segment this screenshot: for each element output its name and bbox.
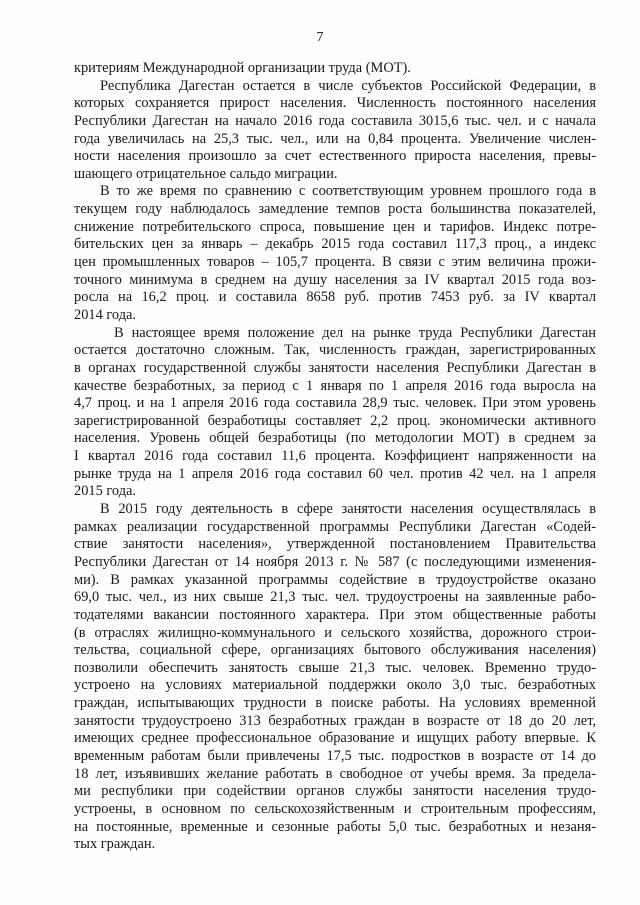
text-line: росла на 16,2 проц. и составила 8658 руб. против 7453 руб. за IV квартал	[74, 289, 596, 306]
text-line: 18 лет, изъявивших желание работать в свободное от учебы время. За предела-	[74, 765, 596, 782]
text-line: Республики Дагестан на начало 2016 года составила 3015,6 тыс. чел. и с начала	[74, 112, 596, 129]
text-line: ствие занятости населения», утвержденной постановлением Правительства	[74, 536, 596, 553]
text-line: в органах государственной службы занятости населения Республики Дагестан в	[74, 359, 596, 376]
text-line: года увеличилась на 25,3 тыс. чел., или на 0,84 процента. Увеличение числен-	[74, 130, 596, 147]
text-line: устроено на условиях материальной поддержки около 3,0 тыс. безработных	[74, 677, 596, 694]
text-line: В 2015 году деятельность в сфере занятости населения осуществлялась в	[100, 501, 596, 518]
text-line: (в отраслях жилищно-коммунального и сельского хозяйства, дорожного строи-	[74, 624, 596, 641]
text-line: ми республики при содействии органов службы занятости населения трудо-	[74, 783, 596, 800]
text-line: качестве безработных, за период с 1 января по 1 апреля 2016 года выросла на	[74, 377, 596, 394]
text-line: Республика Дагестан остается в числе субъектов Российской Федерации, в	[100, 77, 596, 94]
text-line: которых сохраняется прирост населения. Численность постоянного населения	[74, 95, 596, 112]
text-line: В настоящее время положение дел на рынке труда Республики Дагестан	[114, 324, 596, 341]
text-line: тодателями вакансии постоянного характера. При этом общественные работы	[74, 606, 596, 623]
text-line: 4,7 проц. и на 1 апреля 2016 года составила 28,9 тыс. человек. При этом уровень	[74, 395, 596, 412]
text-line: тых граждан.	[74, 836, 156, 853]
text-line: Республики Дагестан от 14 ноября 2013 г. № 587 (с последующими изменения-	[74, 553, 596, 570]
text-line: тельства, социальной сфере, организациях бытового обслуживания населения)	[74, 642, 596, 659]
text-line: ми). В рамках указанной программы содействие в трудоустройстве оказано	[74, 571, 596, 588]
text-line: граждан, испытывающих трудности в поиске работы. На условиях временной	[74, 695, 596, 712]
text-line: снижение потребительского спроса, повышение цен и тарифов. Индекс потре-	[74, 218, 596, 235]
text-line: 69,0 тыс. чел., из них свыше 21,3 тыс. чел. трудоустроены на заявленные рабо-	[74, 589, 596, 606]
text-line: временным работам были привлечены 17,5 тыс. подростков в возрасте от 14 до	[74, 747, 596, 764]
text-line: В то же время по сравнению с соответствующим уровнем прошлого года в	[100, 183, 596, 200]
text-line: рынке труда на 1 апреля 2016 года составил 60 чел. против 42 чел. на 1 апреля	[74, 465, 596, 482]
text-line: населения. Уровень общей безработицы (по методологии МОТ) в среднем за	[74, 430, 596, 447]
text-line: устроены, в основном по сельскохозяйственным и строительным профессиям,	[74, 800, 596, 817]
text-line: на постоянные, временные и сезонные работы 5,0 тыс. безработных и незаня-	[74, 818, 596, 835]
text-line: занятости трудоустроено 313 безработных граждан в возрасте от 18 до 20 лет,	[74, 712, 596, 729]
text-line: шающего отрицательное сальдо миграции.	[74, 165, 338, 182]
page-number: 7	[316, 30, 324, 45]
text-line: 2015 года.	[74, 483, 137, 500]
text-line: цен промышленных товаров – 105,7 процента. В связи с этим величина прожи-	[74, 254, 596, 271]
text-line: 2014 года.	[74, 306, 137, 323]
text-line: текущем году наблюдалось замедление темпов роста большинства показателей,	[74, 201, 596, 218]
text-line: зарегистрированной безработицы составляет 2,2 проц. экономически активного	[74, 412, 596, 429]
text-line: рамках реализации государственной программы Республики Дагестан «Содей-	[74, 518, 596, 535]
text-line: ности населения произошло за счет естественного прироста населения, превы-	[74, 148, 596, 165]
text-line: имеющих среднее профессиональное образование и ищущих работу впервые. К	[74, 730, 596, 747]
text-line: критериям Международной организации труда (МОТ).	[74, 60, 411, 76]
text-line: бительских цен за январь – декабрь 2015 года составил 117,3 проц., а индекс	[74, 236, 596, 253]
text-line: I квартал 2016 года составил 11,6 процента. Коэффициент напряженности на	[74, 448, 596, 465]
text-line: позволили обеспечить занятость свыше 21,3 тыс. человек. Временно трудо-	[74, 659, 596, 676]
text-line: остается достаточно сложным. Так, численность граждан, зарегистрированных	[74, 342, 596, 359]
text-line: точного минимума в среднем на душу населения за IV квартал 2015 года воз-	[74, 271, 596, 288]
body-text	[74, 60, 596, 854]
